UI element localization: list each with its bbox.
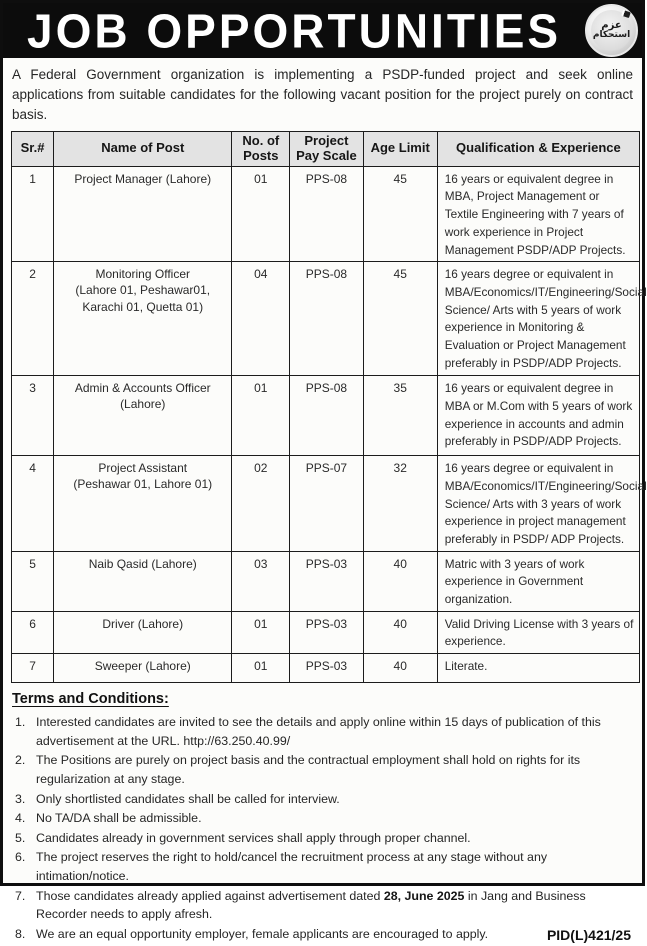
terms-item-3: Only shortlisted candidates shall be called for interview. bbox=[36, 791, 340, 806]
terms-item-1: Interested candidates are invited to see the details and apply online within 15 days of publication of this advertisement at the URL. http://63.250.40.99/ bbox=[36, 715, 601, 748]
table-row bbox=[12, 551, 640, 611]
cell-scale: PPS-03 bbox=[290, 551, 363, 611]
terms-section bbox=[3, 683, 642, 943]
cell-qualification: Valid Driving License with 3 years of experience. bbox=[437, 611, 639, 653]
cell-sr: 3 bbox=[12, 376, 54, 456]
terms-list bbox=[12, 713, 633, 943]
cell-post bbox=[54, 262, 232, 376]
cell-sr: 4 bbox=[12, 456, 54, 551]
post-title: Project Manager (Lahore) bbox=[74, 171, 212, 186]
post-title: Admin & Accounts Officer bbox=[74, 381, 211, 396]
table-row bbox=[12, 262, 640, 376]
emblem-inner bbox=[591, 10, 632, 51]
masthead bbox=[3, 3, 642, 58]
cell-qualification: 16 years degree or equivalent in MBA/Economics/IT/Engineering/Social Science/ Arts with 3 years of work experience in project management preferably in PSDP/ ADP Projects. bbox=[437, 456, 639, 551]
cell-qualification: Literate. bbox=[437, 654, 639, 683]
header-pay-scale: Project Pay Scale bbox=[290, 131, 363, 166]
cell-sr: 5 bbox=[12, 551, 54, 611]
cell-post bbox=[54, 611, 232, 653]
page-title: JOB OPPORTUNITIES bbox=[27, 3, 562, 58]
post-locations: (Lahore 01, Peshawar01, Karachi 01, Quetta 01) bbox=[75, 283, 211, 314]
cell-sr: 1 bbox=[12, 166, 54, 261]
header-age-limit: Age Limit bbox=[363, 131, 437, 166]
post-title: Project Assistant bbox=[98, 461, 188, 476]
table-row bbox=[12, 456, 640, 551]
cell-qualification: 16 years degree or equivalent in MBA/Economics/IT/Engineering/Social Science/ Arts with 5 years of work experience in Monitoring & Evaluation or Project Management preferably in PSDP/ADP Projects. bbox=[437, 262, 639, 376]
terms-item-2: The Positions are purely on project basis and the contractual employment shall hold on rights for its regularization at any stage. bbox=[36, 753, 581, 786]
cell-scale: PPS-08 bbox=[290, 166, 363, 261]
cell-post bbox=[54, 456, 232, 551]
cell-age: 40 bbox=[363, 654, 437, 683]
post-title: Naib Qasid (Lahore) bbox=[88, 556, 197, 571]
table-row bbox=[12, 611, 640, 653]
cell-scale: PPS-03 bbox=[290, 654, 363, 683]
post-title: Driver (Lahore) bbox=[102, 616, 184, 631]
cell-scale: PPS-08 bbox=[290, 262, 363, 376]
cell-post bbox=[54, 654, 232, 683]
cell-qualification: Matric with 3 years of work experience in Government organization. bbox=[437, 551, 639, 611]
terms-item-5: Candidates already in government services shall apply through proper channel. bbox=[36, 830, 471, 845]
cell-posts: 04 bbox=[232, 262, 290, 376]
post-title: Monitoring Officer bbox=[95, 267, 190, 282]
cell-age: 35 bbox=[363, 376, 437, 456]
cell-posts: 01 bbox=[232, 376, 290, 456]
header-sr: Sr.# bbox=[12, 131, 54, 166]
post-title: Sweeper (Lahore) bbox=[94, 659, 191, 674]
emblem-urdu-line1: عزم bbox=[601, 19, 622, 31]
cell-qualification: 16 years or equivalent degree in MBA, Project Management or Textile Engineering with 7 years of work experience in Project Management PSDP/ADP Projects. bbox=[437, 166, 639, 261]
header-qualification: Qualification & Experience bbox=[437, 131, 639, 166]
cell-post bbox=[54, 166, 232, 261]
table-row bbox=[12, 166, 640, 261]
table-header-row bbox=[12, 131, 640, 166]
emblem-urdu-line2: استحکام bbox=[592, 30, 631, 41]
cell-scale: PPS-08 bbox=[290, 376, 363, 456]
header-no-of-posts: No. of Posts bbox=[232, 131, 290, 166]
terms-item-4: No TA/DA shall be admissible. bbox=[36, 811, 202, 826]
cell-age: 45 bbox=[363, 262, 437, 376]
post-locations: (Peshawar 01, Lahore 01) bbox=[73, 477, 213, 492]
table-row bbox=[12, 654, 640, 683]
cell-sr: 7 bbox=[12, 654, 54, 683]
cell-posts: 03 bbox=[232, 551, 290, 611]
cell-qualification: 16 years or equivalent degree in MBA or M.Com with 5 years of work experience in accounts and admin preferably in PSDP/ADP Projects. bbox=[437, 376, 639, 456]
cell-posts: 02 bbox=[232, 456, 290, 551]
cell-posts: 01 bbox=[232, 654, 290, 683]
azm-istehkam-emblem-icon bbox=[585, 4, 638, 57]
cell-age: 40 bbox=[363, 551, 437, 611]
cell-scale: PPS-03 bbox=[290, 611, 363, 653]
terms-heading: Terms and Conditions: bbox=[12, 691, 169, 708]
cell-age: 32 bbox=[363, 456, 437, 551]
pid-number: PID(L)421/25 bbox=[546, 926, 631, 943]
cell-age: 45 bbox=[363, 166, 437, 261]
cell-post bbox=[54, 551, 232, 611]
cell-sr: 6 bbox=[12, 611, 54, 653]
header-name-of-post: Name of Post bbox=[54, 131, 232, 166]
vacancies-table bbox=[11, 131, 647, 683]
cell-post bbox=[54, 376, 232, 456]
pakistan-flag-icon bbox=[621, 10, 630, 18]
intro-paragraph: A Federal Government organization is implementing a PSDP-funded project and seek online applications from suitable candidates for the following vacant position for the project purely on contract basis. bbox=[12, 67, 633, 122]
terms-item-8: PID(L)421/25 We are an equal opportunity employer, female applicants are encouraged to apply. bbox=[12, 925, 633, 944]
cell-posts: 01 bbox=[232, 166, 290, 261]
post-locations: (Lahore) bbox=[120, 397, 166, 412]
terms-item-7: Those candidates already applied against advertisement dated 28, June 2025 in Jang and Business Recorder needs to apply afresh. bbox=[36, 888, 586, 922]
cell-posts: 01 bbox=[232, 611, 290, 653]
cell-sr: 2 bbox=[12, 262, 54, 376]
cell-scale: PPS-07 bbox=[290, 456, 363, 551]
cell-age: 40 bbox=[363, 611, 437, 653]
table-row bbox=[12, 376, 640, 456]
advertisement-date: 28, June 2025 bbox=[383, 888, 465, 903]
terms-item-6: The project reserves the right to hold/cancel the recruitment process at any stage without any intimation/notice. bbox=[36, 850, 548, 883]
